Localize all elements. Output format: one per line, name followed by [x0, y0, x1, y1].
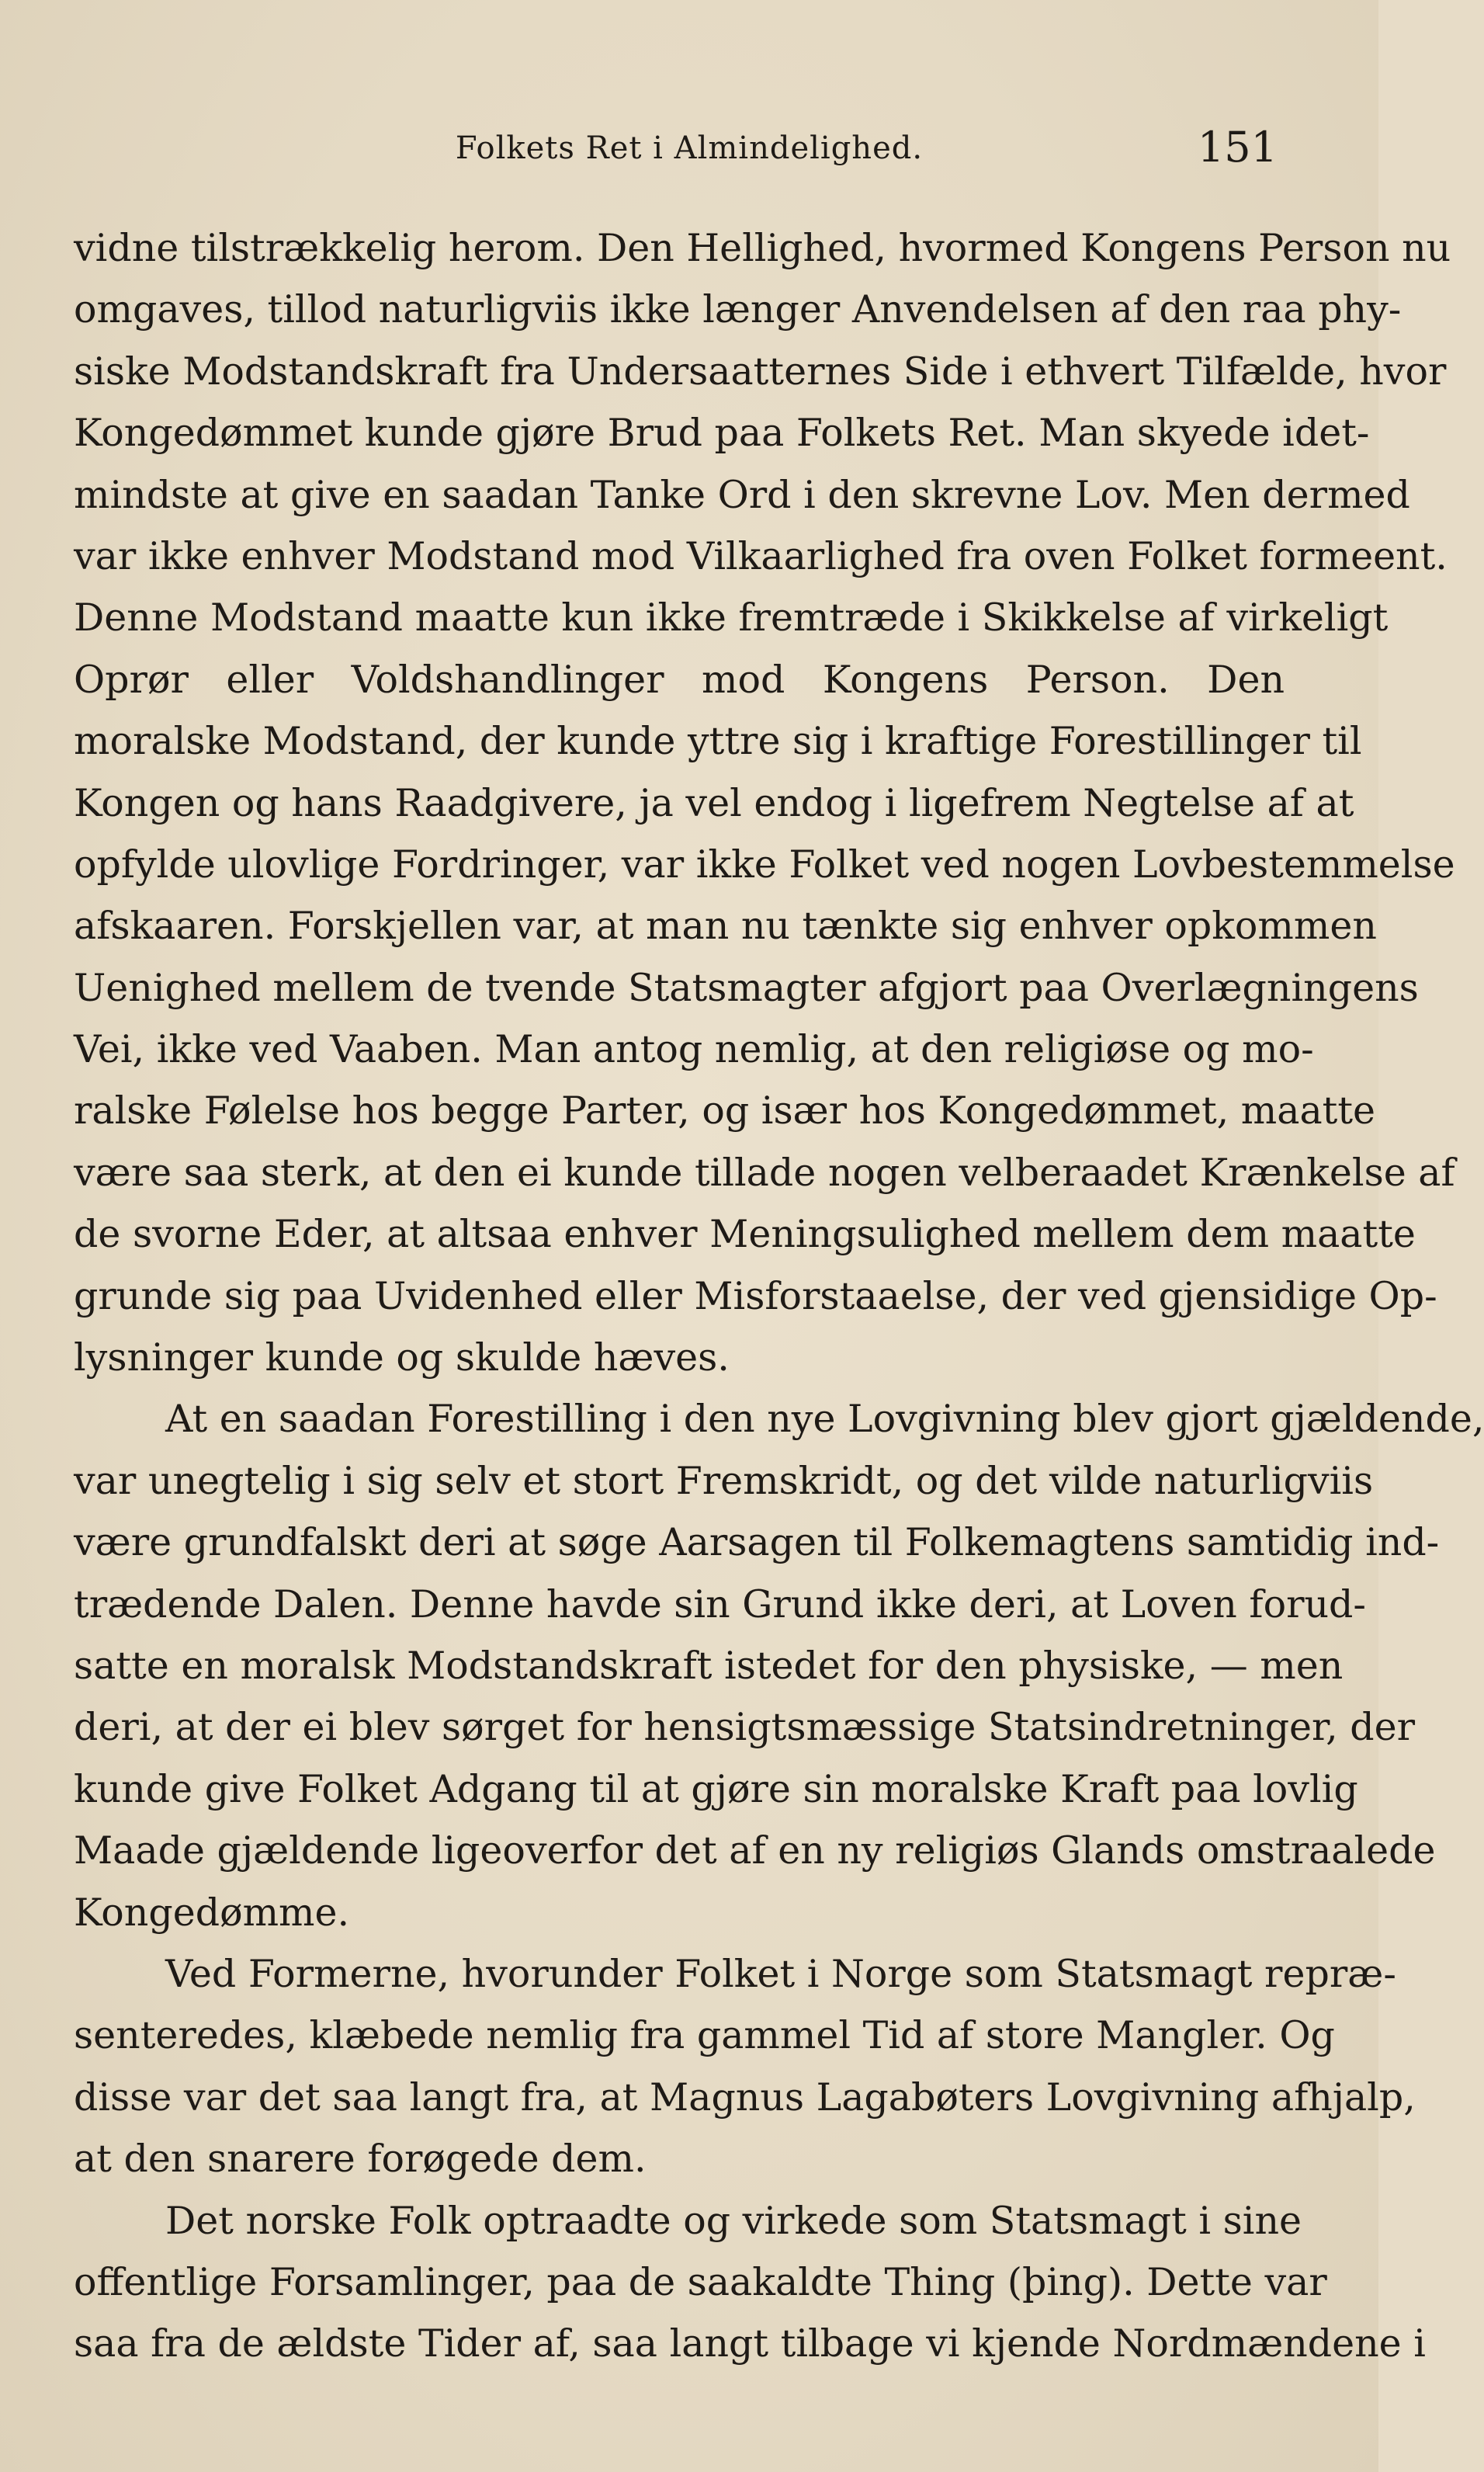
text-line: være grundfalskt deri at søge Aarsagen til Folkemagtens samtidig ind- [74, 1520, 1440, 1565]
text-line: Kongedømmet kunde gjøre Brud paa Folkets Ret. Man skyede idet- [74, 411, 1370, 456]
text-line: grunde sig paa Uvidenhed eller Misforstaaelse, der ved gjensidige Op- [74, 1273, 1437, 1318]
page-number: 151 [1197, 123, 1278, 172]
body-text [74, 217, 1484, 2375]
text-line: siske Modstandskraft fra Undersaatternes Side i ethvert Tilfælde, hvor [74, 349, 1447, 394]
running-title: Folkets Ret i Almindelighed. [455, 130, 924, 166]
text-line: moralske Modstand, der kunde yttre sig i kraftige Forestillinger til [74, 719, 1362, 764]
text-line: være saa sterk, at den ei kunde tillade nogen velberaadet Krænkelse af [74, 1150, 1455, 1195]
text-line: ralske Følelse hos begge Parter, og især hos Kongedømmet, maatte [74, 1088, 1376, 1134]
text-line: offentlige Forsamlinger, paa de saakaldte Thing (þing). Dette var [74, 2259, 1327, 2304]
page-header [0, 116, 1378, 179]
text-line: vidne tilstrækkelig herom. Den Hellighed, hvormed Kongens Person nu [74, 226, 1451, 270]
text-line: Maade gjældende ligeoverfor det af en ny religiøs Glands omstraalede [74, 1828, 1436, 1873]
paragraph-start-line: Det norske Folk optraadte og virkede som Statsmagt i sine [165, 2198, 1302, 2243]
paragraph-start-line: At en saadan Forestilling i den nye Lovgivning blev gjort gjældende, [165, 1397, 1484, 1442]
text-line: afskaaren. Forskjellen var, at man nu tænkte sig enhver opkommen [74, 904, 1377, 949]
text-line: de svorne Eder, at altsaa enhver Meningsulighed mellem dem maatte [74, 1212, 1416, 1257]
text-line: Oprør eller Voldshandlinger mod Kongens Person. Den [74, 657, 1285, 702]
text-line: satte en moralsk Modstandskraft istedet for den physiske, — men [74, 1643, 1344, 1688]
text-line: trædende Dalen. Denne havde sin Grund ikke deri, at Loven forud- [74, 1581, 1366, 1627]
text-line: at den snarere forøgede dem. [74, 2137, 647, 2182]
text-line: mindste at give en saadan Tanke Ord i den skrevne Lov. Men dermed [74, 472, 1410, 517]
text-line: kunde give Folket Adgang til at gjøre sin moralske Kraft paa lovlig [74, 1766, 1358, 1811]
text-line: Kongedømme. [74, 1890, 350, 1935]
text-line: Kongen og hans Raadgivere, ja vel endog i ligefrem Negtelse af at [74, 780, 1354, 825]
text-line: Uenighed mellem de tvende Statsmagter afgjort paa Overlægningens [74, 965, 1419, 1010]
text-line: Vei, ikke ved Vaaben. Man antog nemlig, at den religiøse og mo- [74, 1027, 1314, 1072]
text-line: deri, at der ei blev sørget for hensigtsmæssige Statsindretninger, der [74, 1705, 1416, 1750]
text-line: var ikke enhver Modstand mod Vilkaarlighed fra oven Folket formeent. [74, 533, 1448, 578]
text-line: var unegtelig i sig selv et stort Fremskridt, og det vilde naturligviis [74, 1458, 1374, 1503]
text-line: lysninger kunde og skulde hæves. [74, 1335, 730, 1380]
text-line: omgaves, tillod naturligviis ikke længer Anvendelsen af den raa phy- [74, 287, 1402, 332]
text-line: disse var det saa langt fra, at Magnus Lagabøters Lovgivning afhjalp, [74, 2074, 1416, 2120]
paragraph-start-line: Ved Formerne, hvorunder Folket i Norge som Statsmagt repræ- [165, 1951, 1396, 1996]
text-line: saa fra de ældste Tider af, saa langt tilbage vi kjende Nordmændene i [74, 2321, 1426, 2366]
text-line: opfylde ulovlige Fordringer, var ikke Folket ved nogen Lovbestemmelse [74, 842, 1455, 887]
text-line: Denne Modstand maatte kun ikke fremtræde i Skikkelse af virkeligt [74, 595, 1389, 641]
text-line: senteredes, klæbede nemlig fra gammel Tid af store Mangler. Og [74, 2013, 1335, 2058]
